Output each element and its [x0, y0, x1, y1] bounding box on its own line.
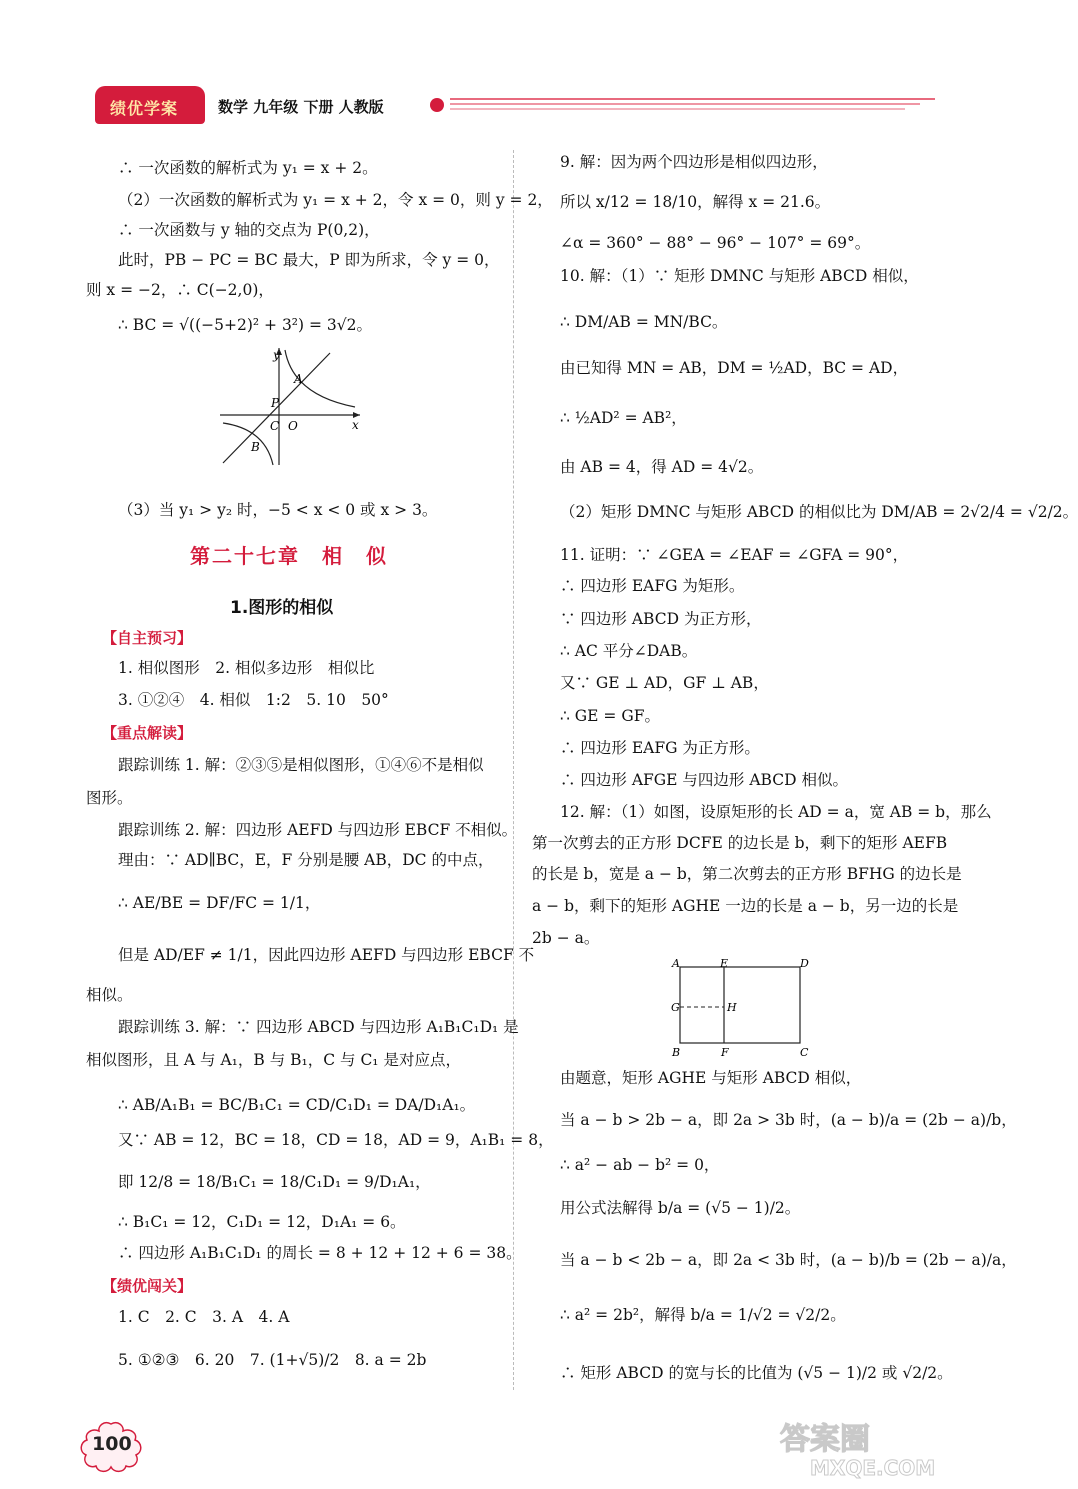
figure-label: D — [800, 957, 809, 970]
chapter-title: 第二十七章 相 似 — [190, 544, 388, 568]
graph-label: x — [352, 418, 359, 432]
svg-text:MXQE.COM: MXQE.COM — [810, 1456, 936, 1480]
rectangle-figure — [668, 955, 818, 1063]
figure-label: G — [671, 1001, 680, 1014]
function-graph — [215, 345, 365, 470]
text-line: 1. 相似图形 2. 相似多边形 相似比 — [118, 659, 375, 677]
text-line: 跟踪训练 3. 解：∵ 四边形 ABCD 与四边形 A₁B₁C₁D₁ 是 — [118, 1018, 519, 1036]
text-line: （3）当 y₁ > y₂ 时，−5 < x < 0 或 x > 3。 — [118, 501, 438, 519]
text-line: 相似。 — [86, 986, 133, 1004]
graph-label: A — [294, 372, 303, 386]
section-tag: 【自主预习】 — [102, 629, 193, 647]
text-line: 由题意，矩形 AGHE 与矩形 ABCD 相似， — [560, 1069, 862, 1087]
graph-label: B — [251, 440, 260, 454]
section-tag: 【绩优闯关】 — [102, 1277, 193, 1295]
text-line: ∴ GE = GF。 — [560, 707, 660, 725]
text-line: ∴ AE/BE = DF/FC = 1/1， — [118, 894, 321, 912]
svg-text:答案圈: 答案圈 — [780, 1422, 870, 1457]
text-line: 3. ①②④ 4. 相似 1:2 5. 10 50° — [118, 691, 389, 709]
graph-label: C — [270, 419, 280, 433]
text-line: ∴ a² = 2b²，解得 b/a = 1/√2 = √2/2。 — [560, 1306, 846, 1324]
text-line: 10. 解：（1）∵ 矩形 DMNC 与矩形 ABCD 相似， — [560, 267, 919, 285]
text-line: ∴ 四边形 EAFG 为正方形。 — [560, 739, 760, 757]
text-line: 所以 x/12 = 18/10，解得 x = 21.6。 — [560, 193, 831, 211]
header-dot-icon — [430, 98, 444, 112]
text-line: ∴ ½AD² = AB²， — [560, 409, 687, 427]
text-line: ∴ B₁C₁ = 12，C₁D₁ = 12，D₁A₁ = 6。 — [118, 1213, 406, 1231]
book-info: 数学 九年级 下册 人教版 — [218, 98, 384, 116]
text-line: 1. C 2. C 3. A 4. A — [118, 1308, 290, 1326]
text-line: 理由：∵ AD∥BC，E，F 分别是腰 AB，DC 的中点， — [118, 851, 494, 869]
text-line: ∴ 四边形 A₁B₁C₁D₁ 的周长 = 8 + 12 + 12 + 6 = 38。 — [118, 1244, 522, 1262]
section-tag: 【重点解读】 — [102, 724, 193, 742]
section-title: 1.图形的相似 — [230, 598, 334, 618]
text-line: 由 AB = 4，得 AD = 4√2。 — [560, 458, 764, 476]
text-line: 5. ①②③ 6. 20 7. (1+√5)/2 8. a = 2b — [118, 1351, 427, 1369]
text-line: ∴ AB/A₁B₁ = BC/B₁C₁ = CD/C₁D₁ = DA/D₁A₁。 — [118, 1096, 476, 1114]
text-line: ∴ a² − ab − b² = 0， — [560, 1156, 720, 1174]
graph-label: P — [271, 396, 280, 410]
text-line: 图形。 — [86, 789, 133, 807]
text-line: ∴ 一次函数的解析式为 y₁ = x + 2。 — [118, 159, 378, 177]
figure-label: B — [672, 1046, 681, 1059]
figure-label: E — [720, 957, 729, 970]
figure-label: C — [800, 1046, 809, 1059]
text-line: 又∵ GE ⊥ AD，GF ⊥ AB， — [560, 674, 769, 692]
text-line: ∴ 四边形 AFGE 与四边形 ABCD 相似。 — [560, 771, 848, 789]
text-line: 当 a − b < 2b − a，即 2a < 3b 时，(a − b)/b = (2b − a)/a， — [560, 1251, 1017, 1269]
text-line: ∴ DM/AB = MN/BC。 — [560, 313, 728, 331]
text-line: ∴ 一次函数与 y 轴的交点为 P(0,2)， — [118, 221, 380, 239]
text-line: 12. 解：（1）如图，设原矩形的长 AD = a，宽 AB = b，那么 — [560, 803, 992, 821]
text-line: 相似图形，且 A 与 A₁，B 与 B₁，C 与 C₁ 是对应点， — [86, 1051, 461, 1069]
column-divider — [513, 150, 514, 1390]
text-line: （2）矩形 DMNC 与矩形 ABCD 的相似比为 DM/AB = 2√2/4 = √2/2。 — [560, 503, 1078, 521]
text-line: 第一次剪去的正方形 DCFE 的边长是 b，剩下的矩形 AEFB — [532, 834, 948, 852]
header-stripe — [450, 98, 935, 100]
text-line: 此时，PB − PC = BC 最大，P 即为所求，令 y = 0， — [118, 251, 500, 269]
graph-label: O — [288, 419, 298, 433]
figure-label: H — [727, 1001, 737, 1014]
text-line: 跟踪训练 2. 解：四边形 AEFD 与四边形 EBCF 不相似。 — [118, 821, 518, 839]
figure-label: A — [672, 957, 680, 970]
text-line: 即 12/8 = 18/B₁C₁ = 18/C₁D₁ = 9/D₁A₁， — [118, 1173, 431, 1191]
text-line: 跟踪训练 1. 解：②③⑤是相似图形，①④⑥不是相似 — [118, 756, 484, 774]
text-line: ∴ BC = √((−5+2)² + 3²) = 3√2。 — [118, 316, 373, 334]
watermark-logo — [770, 1415, 970, 1480]
text-line: 9. 解：因为两个四边形是相似四边形， — [560, 153, 828, 171]
text-line: ∴ 矩形 ABCD 的宽与长的比值为 (√5 − 1)/2 或 √2/2。 — [560, 1364, 953, 1382]
graph-label: y — [273, 348, 280, 362]
text-line: a − b，剩下的矩形 AGHE 一边的长是 a − b，另一边的长是 — [532, 897, 959, 915]
text-line: 当 a − b > 2b − a，即 2a > 3b 时，(a − b)/a = (2b − a)/b， — [560, 1111, 1017, 1129]
text-line: 用公式法解得 b/a = (√5 − 1)/2。 — [560, 1199, 801, 1217]
text-line: 2b − a。 — [532, 929, 600, 947]
text-line: 则 x = −2，∴ C(−2,0)， — [86, 281, 274, 299]
page-number: 100 — [92, 1433, 132, 1455]
text-line: （2）一次函数的解析式为 y₁ = x + 2，令 x = 0，则 y = 2， — [118, 191, 553, 209]
text-line: ∵ 四边形 ABCD 为正方形， — [560, 610, 762, 628]
brand-label: 绩优学案 — [110, 99, 179, 118]
text-line: 但是 AD/EF ≠ 1/1，因此四边形 AEFD 与四边形 EBCF 不 — [118, 946, 535, 964]
text-line: ∴ AC 平分∠DAB。 — [560, 642, 698, 660]
header-stripe — [450, 108, 905, 110]
figure-label: F — [721, 1046, 729, 1059]
header-stripe — [450, 103, 920, 105]
text-line: 又∵ AB = 12，BC = 18，CD = 18，AD = 9，A₁B₁ = 8， — [118, 1131, 554, 1149]
text-line: ∠α = 360° − 88° − 96° − 107° = 69°。 — [560, 234, 871, 252]
text-line: 11. 证明：∵ ∠GEA = ∠EAF = ∠GFA = 90°， — [560, 546, 909, 564]
text-line: ∴ 四边形 EAFG 为矩形。 — [560, 577, 745, 595]
text-line: 由已知得 MN = AB，DM = ½AD，BC = AD， — [560, 359, 909, 377]
text-line: 的长是 b，宽是 a − b，第二次剪去的正方形 BFHG 的边长是 — [532, 865, 962, 883]
